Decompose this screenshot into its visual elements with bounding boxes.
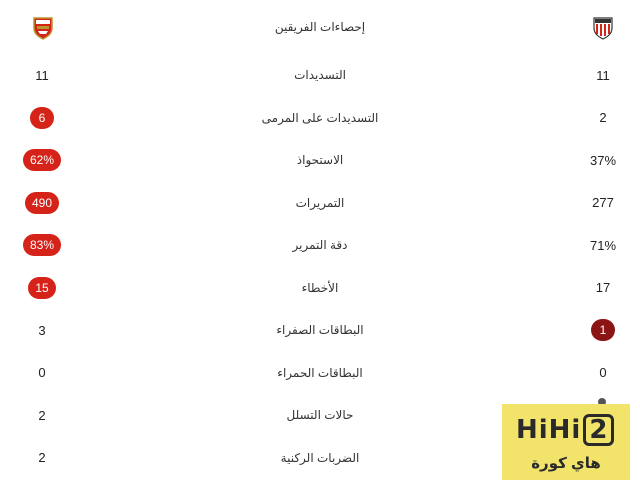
stat-label: البطاقات الصفراء bbox=[276, 323, 364, 337]
home-value: 37% bbox=[589, 152, 617, 168]
home-value-badge: 1 bbox=[591, 319, 615, 341]
away-value-cell bbox=[10, 353, 74, 393]
home-value-cell bbox=[570, 268, 636, 308]
stat-label: الاستحواذ bbox=[296, 153, 344, 167]
stat-row bbox=[0, 353, 640, 393]
away-value: 3 bbox=[38, 322, 46, 338]
away-value-cell bbox=[10, 268, 74, 308]
home-value: 71% bbox=[589, 237, 617, 253]
home-value-cell bbox=[570, 353, 636, 393]
home-value-cell bbox=[570, 98, 636, 138]
stat-label: التمريرات bbox=[295, 195, 345, 210]
away-value: 2 bbox=[38, 407, 46, 423]
stat-label: البطاقات الحمراء bbox=[277, 365, 363, 380]
home-value-cell bbox=[570, 55, 636, 95]
away-value-badge: 83% bbox=[23, 234, 61, 256]
home-value: 2 bbox=[599, 110, 607, 125]
away-value-cell bbox=[10, 225, 74, 265]
stat-row bbox=[0, 98, 640, 138]
stat-row bbox=[0, 310, 640, 350]
watermark-brand-number: 2 bbox=[583, 414, 614, 446]
away-value-badge: 490 bbox=[25, 192, 59, 214]
away-value-badge: 15 bbox=[28, 277, 55, 299]
away-value-cell bbox=[10, 310, 74, 350]
stat-label: الضربات الركنية bbox=[280, 450, 360, 465]
watermark-brand bbox=[516, 414, 614, 446]
away-value-cell bbox=[10, 438, 74, 478]
stat-label: التسديدات على المرمى bbox=[261, 110, 379, 125]
arsenal-crest-icon bbox=[32, 16, 54, 40]
page-title: إحصاءات الفريقين bbox=[274, 20, 366, 34]
home-value-cell bbox=[570, 140, 636, 180]
athletic-bilbao-crest-icon bbox=[592, 16, 614, 40]
home-value: 0 bbox=[599, 365, 607, 380]
away-value-cell bbox=[10, 183, 74, 223]
stat-row bbox=[0, 268, 640, 308]
stat-row bbox=[0, 225, 640, 265]
away-value-badge: 6 bbox=[30, 107, 54, 129]
stat-row bbox=[0, 140, 640, 180]
away-value-cell bbox=[10, 55, 74, 95]
away-value: 2 bbox=[38, 450, 46, 465]
home-value-cell bbox=[570, 225, 636, 265]
away-value-cell bbox=[10, 140, 74, 180]
home-value: 17 bbox=[595, 280, 611, 295]
stat-label: التسديدات bbox=[294, 68, 346, 82]
stat-row bbox=[0, 183, 640, 223]
team-stats-header bbox=[0, 0, 640, 56]
away-value-cell bbox=[10, 395, 74, 435]
stat-label: حالات التسلل bbox=[286, 408, 354, 422]
home-value: 11 bbox=[596, 67, 610, 83]
home-value-cell bbox=[570, 183, 636, 223]
stat-label: الأخطاء bbox=[301, 280, 339, 295]
home-value: 277 bbox=[592, 195, 614, 210]
away-value: 11 bbox=[35, 67, 49, 83]
watermark-brand-text: HiHi bbox=[516, 415, 582, 445]
stat-row bbox=[0, 55, 640, 95]
home-value-cell bbox=[570, 310, 636, 350]
hihi2-watermark-logo bbox=[502, 404, 630, 480]
away-value-badge: 62% bbox=[23, 149, 61, 171]
away-value: 0 bbox=[38, 365, 46, 380]
watermark-arabic-text: هاي كورة bbox=[531, 455, 601, 472]
stat-label: دقة التمرير bbox=[292, 238, 348, 252]
away-value-cell bbox=[10, 98, 74, 138]
